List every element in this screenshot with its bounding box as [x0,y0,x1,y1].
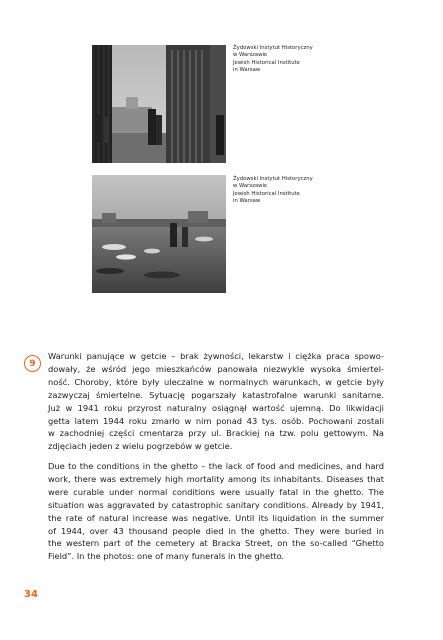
paragraph-polish [48,350,384,453]
photo-burial-field [92,175,226,293]
caption-line: in Warsaw [233,197,261,204]
page-number: 34 [24,589,38,600]
caption-line: w Warszawie [233,183,268,190]
photo-burial-field-image [92,175,226,293]
photo-caption [233,176,433,205]
text-line: situation was aggravated by catastrophic sanitary conditions. Already by 1941, [48,499,384,510]
photo-cemetery-gate [92,45,226,163]
text-line: w zachodniej części cmentarza przy ul. Brackiej na tzw. polu gettowym. Na [48,428,384,439]
text-line: work, there was extremely high mortality among its inhabitants. Diseases that [48,473,384,484]
text-line: zdjęciach jeden z wielu pogrzebów w getcie. [48,441,233,452]
text-line: the rate of natural increase was negative. Until its liquidation in the summer [48,512,384,523]
text-line: Już w 1941 roku przyrost naturalny osiągnął wartość ujemną. Do likwidacji [48,402,384,413]
caption-line: Żydowski Instytut Historyczny [233,45,313,51]
text-line: Field”. In the photos: one of many funerals in the ghetto. [48,551,285,562]
text-line: of 1944, over 43 thousand people died in the ghetto. They were buried in [48,525,384,536]
text-line: zazwyczaj śmiertelne. Sytuację pogarszały katastrofalne warunki sanitarne. [48,389,384,400]
caption-line: Jewish Historical Institute [233,190,300,197]
text-line: getta latem 1944 roku zmarło w nim ponad 43 tys. osób. Pochowani zostali [48,415,384,426]
caption-line: Jewish Historical Institute [233,59,300,66]
photo-cemetery-gate-image [92,45,226,163]
text-line: Warunki panujące w getcie – brak żywności, lekarstw i ciężka praca spowo- [48,351,384,361]
photo-caption [233,45,433,74]
caption-line: w Warszawie [233,52,268,59]
caption-line: in Warsaw [233,66,261,73]
text-line: dowały, że wśród jego mieszkańców panowała niezwykle wysoka śmiertel- [48,363,384,374]
text-line: Due to the conditions in the ghetto – the lack of food and medicines, and hard [48,461,384,471]
text-line: the western part of the cemetery at Bracka Street, on the so-called “Ghetto [48,538,384,549]
paragraph-english [48,460,384,563]
text-line: ność. Choroby, które były uleczalne w normalnych warunkach, w getcie były [48,376,384,387]
section-number-badge: 9 [24,355,41,372]
text-line: were curable under normal conditions were usually fatal in the ghetto. The [48,486,384,497]
caption-line: Żydowski Instytut Historyczny [233,176,313,182]
